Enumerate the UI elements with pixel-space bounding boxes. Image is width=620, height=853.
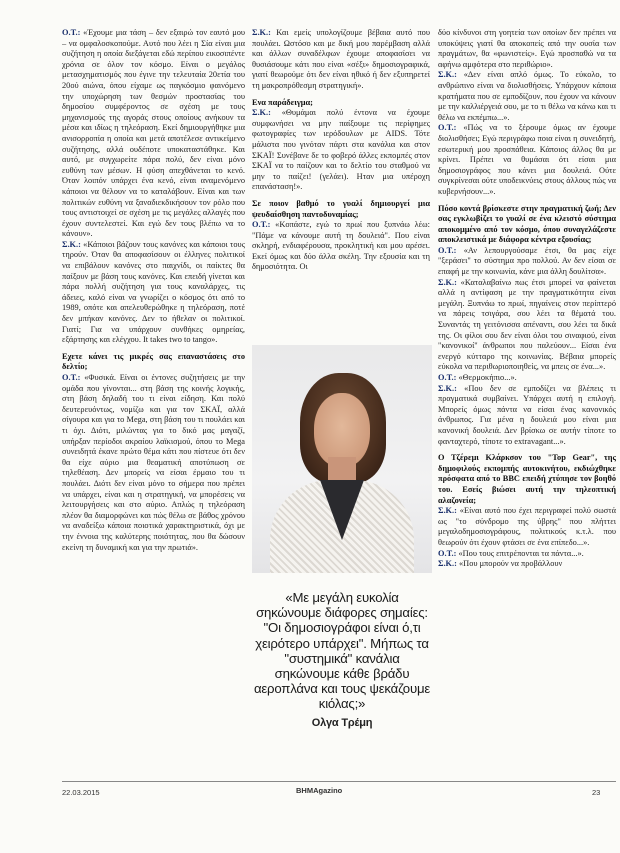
portrait-photo (252, 345, 432, 573)
speaker-initials: Ο.Τ.: (438, 373, 457, 382)
answer-text: «Πώς να το ξέρουμε όμως αν έχουμε διολισθήσει; Εγώ περιγράφω ποια είναι η συνειδητή, εσωτερική μου προσπάθεια. Κάποιος άλλος θα με κρίνει. Πρέπει να θυμάσαι ότι είσαι μια δημοσιογράφος που κάνει μια δουλειά. Ούτε συγκρίνεσαι ούτε υποδεικνύεις στους άλλους πώς να κυβερνήσουν...». (438, 123, 616, 196)
interview-answer (438, 506, 616, 548)
answer-text: Και εμείς υπολογίζουμε βέβαια αυτό που πουλάει. Ωστόσο και με δική μου παρέμβαση αλλά και άλλων συναδέλφων έχουμε αποφασίσει να θυσιάσουμε κάτι που είναι «σέξι» δημοσιογραφικά, γιατί θεωρούμε ότι δεν είναι ηθικό ή δεν εξυπηρετεί τη μακροπρόθεσμη στρατηγική». (252, 28, 430, 90)
interview-answer (438, 246, 616, 278)
pull-quote-author: Ολγα Τρέμη (311, 716, 373, 729)
speaker-initials: Σ.Κ.: (438, 383, 457, 393)
answer-text: «Φυσικά. Είναι οι έντονες συζητήσεις με την ομάδα που γίνονται... στη βάση της κοινής λογικής, στη βάση δηλαδή του τι είναι είδηση. Και πολύ δευτερευόντως, νομίζω και για τον ΣΚΑΪ, αλλά σίγουρα και για το Mega, στη βάση του τι πουλάει και τι όχι. Διότι, μιλώντας για το δικό μας μαγαζί, υπήρξαν περίοδοι ακραίου λαϊκισμού, όπου το Mega συνειδητά έκανε πρώτο θέμα κάτι που πίστευε ότι δεν θα είχε αύριο μια θεαματική αποτύπωση σε τηλεθέαση. Δεν μπορείς να είσαι έρμαιο του τι πουλάει. Διότι δεν είναι μόνο το σήμερα που πρέπει να υπάρχει, είναι και η στρατηγική, να μπορέσεις να λειτουργήσεις και στο αύριο. Απλώς η τηλεόραση πλέον θα διαμορφώνει και πώς θέλω σε βάθος χρόνου να αναδείξω κάποια ποιοτικά χαρακτηριστικά, όχι με την έννοια της καλύτερης ποιότητας, που θα δώσουν εκείνη τη δυναμική και για την πρωτιά». (62, 373, 245, 552)
answer-text: «Θυμάμαι πολύ έντονα να έχουμε συμφωνήσει να μην παίξουμε τις περίφημες φωτογραφίες των ιερόδουλων με AIDS. Τότε μάλιστα που γινόταν πάρτι στα κανάλια και στον ΣΚΑΪ! Συνέβανε δε το φοβερό άλλες εκπομπές στον ΣΚΑΪ να το παίζουν και το δελτίο του σταθμού να μην το παίζει! (γελάει). Ηταν μια υπέροχη επανάσταση!». (252, 108, 430, 192)
speaker-initials: Ο.Τ.: (438, 245, 457, 255)
interview-answer (438, 278, 616, 373)
interview-question: Εχετε κάνει τις μικρές σας επαναστάσεις στο δελτίο; (62, 351, 245, 372)
speaker-initials: Σ.Κ.: (438, 559, 457, 569)
interview-answer (438, 559, 616, 570)
article-column-3 (438, 28, 616, 750)
article-column-1 (62, 28, 245, 750)
answer-text: «Έχουμε μια τάση – δεν εξαιρώ τον εαυτό μου – να ομφαλοσκοπούμε. Αυτό που λέει η Σία είναι μια συζήτηση η οποία διεξάγεται εδώ περίπου εικοσιπέντε χρόνια σε όλον τον κόσμο. Είναι ο μεγάλος μετασχηματισμός που έγινε την τελευταία 20ετία του 20ού αιώνα, όπου είχαμε ως παγκόσμιο φαινόμενο την υποχώρηση των θεσμών προστασίας του δημοσίου συμφέροντος σε σχέση με τους μηχανισμούς της αγοράς στους οποίους ανήκουν τα μέσα και ιδίως η τηλεόραση. Εκεί δημιουργήθηκε μια ανισορροπία η οποία και μετά αποτέλεσε αντικείμενο συζήτησης, αλλά ουδέποτε υποκαταστάθηκε. Και αυτό, με συγχωρείτε πάρα πολύ, δεν είναι μόνο ευθύνη των μέσων. Η φύση απεχθάνεται το κενό. Όταν λοιπόν υπάρχει ένα κενό, είναι αναμενόμενο κάποιοι να θέλουν να το καταλάβουν. Είναι και των πολιτικών ευθύνη να ξαναδιεκδικήσουν τον ρόλο που τους αντιστοιχεί σε σχέση με τις μεγάλες αλλαγές που έχουν συντελεστεί. Και εγώ δεν τους βλέπω να το κάνουν». (62, 28, 245, 239)
interview-answer (438, 28, 616, 70)
speaker-initials: Ο.Τ.: (438, 548, 457, 558)
speaker-initials: Σ.Κ.: (438, 277, 457, 287)
interview-answer (62, 373, 245, 553)
interview-question: Ενα παράδειγμα; (252, 97, 313, 107)
speaker-initials: Ο.Τ.: (252, 220, 271, 230)
magazine-brand: ΒΗΜΑgazino (296, 786, 343, 795)
interview-answer (438, 123, 616, 197)
answer-text: «Κάποιοι βάζουν τους κανόνες και κάποιοι τους τηρούν. Όταν θα αποφασίσουν οι έλληνες πολιτικοί να επιβάλουν κανόνες στο παιχνίδι, οι παίκτες θα παίξουν με βάση τους κανόνες. Και επειδή γίνεται και πάρα πολλή συζήτηση για τους καναλάρχες, τις άδειες, καλό είναι να γνωρίζει ο κόσμος ότι από το 1989, οπότε και απελευθερώθηκε η τηλεόραση, ποτέ δεν μπήκαν κανόνες. Δεν το ήθελαν οι πολιτικοί. Γιατί; Για να υπάρχουν συνθήκες ομηρείας, εξάρτησης και ελέγχου. It takes two to tango». (62, 239, 245, 345)
interview-question: Σε ποιον βαθμό το γυαλί δημιουργεί μια ψευδαίσθηση παντοδυναμίας; (252, 198, 430, 219)
answer-text: «Δεν είναι απλό όμως. Το εύκολο, το ανθρώπινο είναι να διολισθήσεις. Υπάρχουν κάποια κρατήματα που σε εμποδίζουν, που έχουν να κάνουν με την καλλιέργειά σου, με το τι θέλω να κάνω και τι θέλω να εκπέμπω...». (438, 70, 616, 122)
interview-answer (252, 220, 430, 273)
answer-text: «Που δεν σε εμποδίζει να βλέπεις τι πραγματικά συμβαίνει. Υπάρχει αυτή η επιλογή. Μπορείς όμως πάντα να είσαι ένας κανονικός άνθρωπος. Για μένα η δουλειά μου είναι μια κανονική δουλειά. Δεν βρίσκω σε αυτήν τίποτε το φανταχτερό, τίποτε το extravagant...». (438, 383, 616, 446)
footer-rule (62, 781, 616, 782)
interview-answer (438, 373, 616, 384)
pull-quote-text: «Με μεγάλη ευκολία σηκώνουμε διάφορες σημαίες: "Οι δημοσιογράφοι είναι ό,τι χειρότερο υπάρχει". Μήπως τα "συστημικά" κανάλια σηκώνουμε κάθε βράδυ αεροπλάνα και τους ψεκάζουμε κιόλας;» (253, 590, 431, 712)
portrait-face (314, 393, 370, 467)
pull-quote (252, 590, 432, 731)
speaker-initials: Ο.Τ.: (62, 373, 81, 382)
interview-answer (62, 28, 245, 240)
article-column-2 (252, 28, 430, 338)
interview-question: Πόσο κοντά βρίσκεστε στην πραγματική ζωή; Δεν σας εγκλωβίζει το γυαλί σε ένα κλειστό σύστημα αποκομμένο από τον κόσμο, όπου συναγελάζεστε αποκλειστικά με διάφορα κέντρα εξουσίας; (438, 203, 616, 245)
speaker-initials: Ο.Τ.: (62, 28, 81, 37)
speaker-initials: Ο.Τ.: (438, 123, 457, 133)
answer-text: «Είναι αυτό που έχει περιγραφεί πολύ σωστά ως "το σύνδρομο της ύβρης" που πλήττει μεγαλοδημοσιογράφους, πολιτικούς κ.τ.λ. που θεωρούν ότι έχουν φτάσει σε ένα επίπεδο...». (438, 506, 616, 547)
answer-text: «Αν λεπουργούσαμε έτσι, θα μας είχε "ξεράσει" το σύστημα προ πολλού. Αν δεν είσαι σε επαφή με την κοινωνία, κάνε μια άλλη δουλίτσα». (438, 245, 616, 277)
answer-text: δύο κίνδυνοι στη γοητεία των οποίων δεν πρέπει να υποκύψεις γιατί θα αποκοπείς από την ουσία των πραγμάτων, θα «φωνιστείς». Εγώ προσπαθώ να τα αφήνω αμφότερα στο περιθώριο». (438, 28, 616, 69)
answer-text: «Θερμοκήπιο...». (458, 373, 517, 382)
speaker-initials: Σ.Κ.: (62, 239, 81, 249)
interview-answer (252, 108, 430, 193)
speaker-initials: Σ.Κ.: (252, 108, 271, 118)
answer-text: «Που μπορούν να προβάλλουν (459, 559, 563, 569)
speaker-initials: Σ.Κ.: (438, 506, 457, 516)
interview-answer (438, 384, 616, 448)
answer-text: «Κοπάστε, εγώ το πρωί που ξυπνάω λέω: "Πάμε να κάνουμε αυτή τη δουλειά". Που είναι σκληρή, ενδιαφέρουσα, προκλητική και μου αρέσει. Εκεί όμως και δύο άλλα σκέλη. Την εξουσία και τη δημοσιότητα. Οι (252, 220, 430, 272)
page-number: 23 (592, 788, 601, 797)
speaker-initials: Σ.Κ.: (438, 70, 457, 80)
interview-answer (438, 70, 616, 123)
interview-answer (62, 240, 245, 346)
issue-date: 22.03.2015 (62, 788, 100, 797)
speaker-initials: Σ.Κ.: (252, 28, 271, 37)
interview-answer (252, 28, 430, 92)
interview-answer (438, 549, 616, 560)
answer-text: «Καταλαβαίνω πως έτσι μπορεί να φαίνεται αλλά η αντίφαση με την πραγματικότητα είναι μεγάλη. Ξυπνάω το πρωί, πηγαίνεις στον περίπτερό να πάρεις τσιγάρα, σου λέει τα θέματά του. Συναντάς τη γειτόνισσα απέναντι, σου λέει τα δικά της. Οι φίλοι σου δεν είναι όλοι του σιναφιού, είναι "κανονικοί" άνθρωποι που παλεύουν... Είσαι ένα ενεργό κύτταρο της κοινωνίας. Βέβαια μπορείς εύκολα να περιθωριοποιηθείς, να μπεις σε ένα...». (438, 277, 616, 372)
answer-text: «Που τους επιτρέπονται τα πάντα...». (458, 548, 584, 558)
interview-question: Ο Τζέρεμι Κλάρκσον του "Top Gear", της δημοφιλούς εκπομπής αυτοκινήτου, εκδιώχθηκε πρόσφατα από το BBC επειδή χτύπησε τον βοηθό του. Εσείς βιώσει αυτή την τηλεοπτική αλαζονεία; (438, 453, 616, 505)
